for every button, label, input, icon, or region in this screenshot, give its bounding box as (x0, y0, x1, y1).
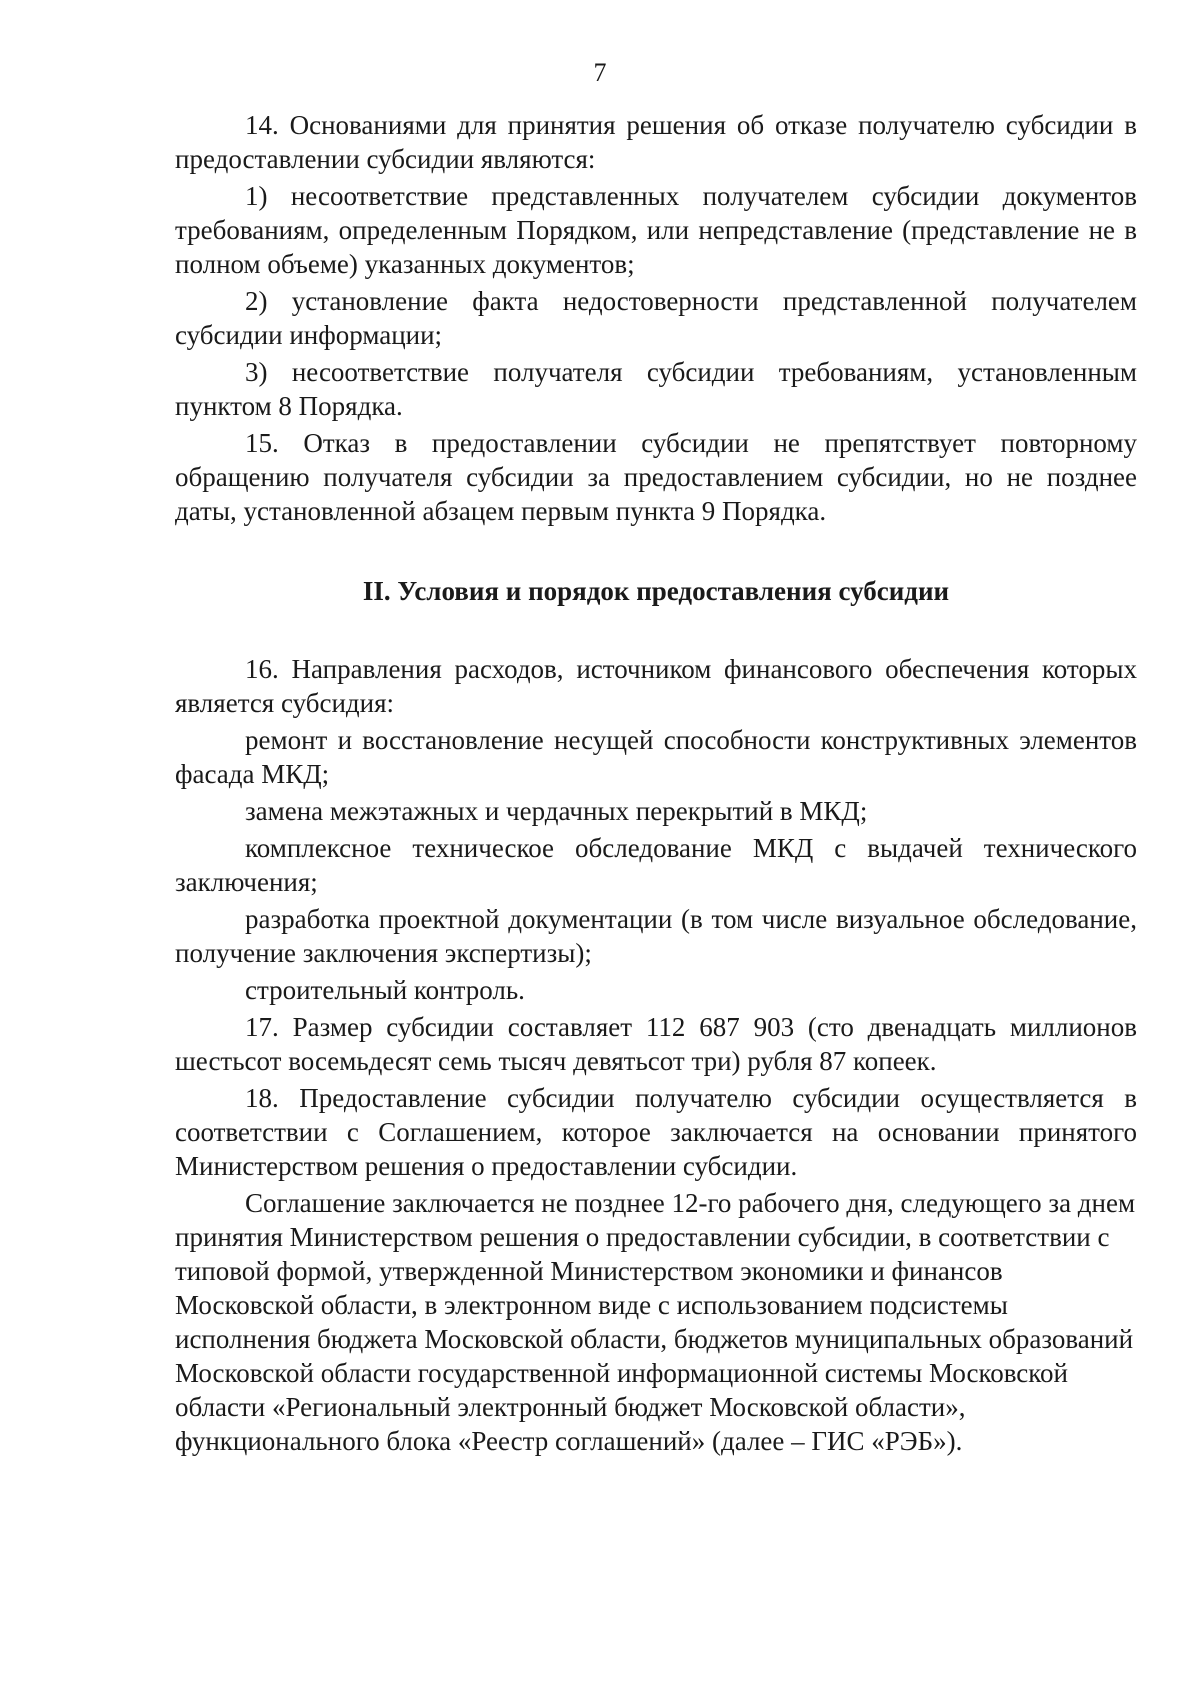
paragraph-15: 15. Отказ в предоставлении субсидии не препятствует повторному обращению получателя субсидии за предоставлением субсидии, но не позднее даты, установленной абзацем первым пункта 9 Порядка. (175, 428, 1137, 526)
list-item-16-3: комплексное техническое обследование МКД с выдачей технического заключения; (175, 833, 1137, 897)
paragraph-18: 18. Предоставление субсидии получателю субсидии осуществляется в соответствии с Соглашением, которое заключается на основании принятого Министерством решения о предоставлении субсидии. (175, 1083, 1137, 1181)
list-item-14-2: 2) установление факта недостоверности представленной получателем субсидии информации; (175, 286, 1137, 350)
page-number: 7 (593, 58, 607, 87)
document-body (175, 108, 1137, 1458)
paragraph-14: 14. Основаниями для принятия решения об отказе получателю субсидии в предоставлении субсидии являются: (175, 110, 1137, 174)
list-item-16-4: разработка проектной документации (в том числе визуальное обследование, получение заключения экспертизы); (175, 904, 1137, 968)
list-item-16-1: ремонт и восстановление несущей способности конструктивных элементов фасада МКД; (175, 725, 1137, 789)
section-heading: II. Условия и порядок предоставления субсидии (362, 576, 950, 606)
list-item-14-1: 1) несоответствие представленных получателем субсидии документов требованиям, определенным Порядком, или непредставление (представление не в полном объеме) указанных документов; (175, 181, 1137, 279)
list-item-16-5: строительный контроль. (245, 975, 525, 1005)
paragraph-agreement: Соглашение заключается не позднее 12-го рабочего дня, следующего за днем принятия Министерством решения о предоставлении субсидии, в соответствии с типовой формой, утвержденной Министерством экономики и финансов Московской области, в электронном виде с использованием подсистемы исполнения бюджета Московской области, бюджетов муниципальных образований Московской области государственной информационной системы Московской области «Региональный электронный бюджет Московской области», функционального блока «Реестр соглашений» (далее – ГИС «РЭБ»). (175, 1188, 1136, 1456)
paragraph-16: 16. Направления расходов, источником финансового обеспечения которых является субсидия: (175, 654, 1137, 718)
paragraph-17: 17. Размер субсидии составляет 112 687 903 (сто двенадцать миллионов шестьсот восемьдесят семь тысяч девятьсот три) рубля 87 копеек. (175, 1012, 1137, 1076)
list-item-14-3: 3) несоответствие получателя субсидии требованиям, установленным пунктом 8 Порядка. (175, 357, 1137, 421)
list-item-16-2: замена межэтажных и чердачных перекрытий в МКД; (245, 796, 868, 826)
